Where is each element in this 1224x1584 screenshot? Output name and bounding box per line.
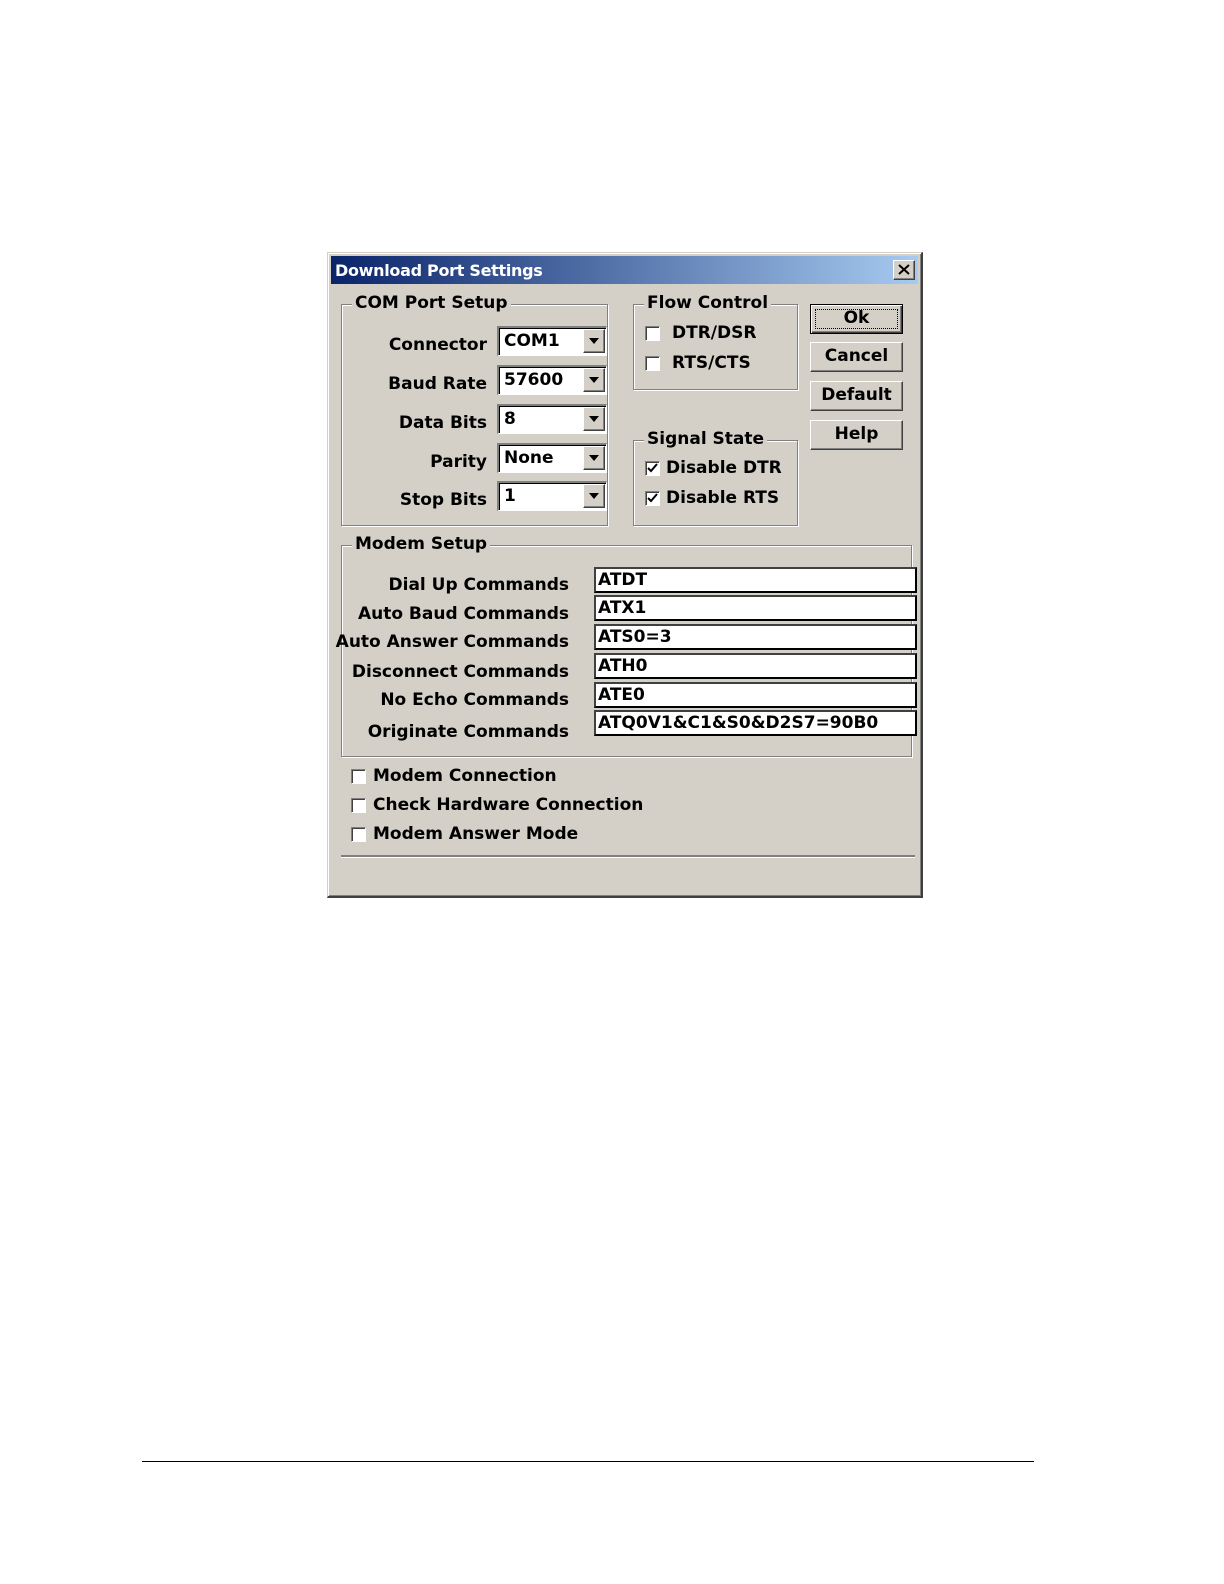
- stop-bits-select[interactable]: [497, 481, 607, 511]
- connector-select[interactable]: [497, 326, 607, 356]
- disconnect-commands-label: Disconnect Commands: [351, 662, 569, 682]
- chevron-down-icon: [589, 416, 599, 422]
- separator: [341, 855, 915, 858]
- no-echo-commands-input[interactable]: [594, 682, 917, 708]
- connector-value: COM1: [504, 331, 560, 351]
- auto-baud-commands-input[interactable]: [594, 595, 917, 621]
- ok-button[interactable]: [810, 304, 903, 334]
- disconnect-commands-value: ATH0: [598, 656, 648, 676]
- baud-rate-label: Baud Rate: [388, 374, 487, 394]
- download-port-settings-dialog: [327, 252, 923, 898]
- data-bits-dropdown-button[interactable]: [583, 407, 605, 431]
- chevron-down-icon: [589, 377, 599, 383]
- modem-answer-mode-checkbox[interactable]: [351, 827, 366, 842]
- disable-dtr-label[interactable]: Disable DTR: [666, 458, 782, 478]
- cancel-button-label: Cancel: [824, 346, 889, 366]
- modem-connection-checkbox[interactable]: [351, 769, 366, 784]
- rts-cts-label[interactable]: RTS/CTS: [672, 353, 751, 373]
- rts-cts-checkbox[interactable]: [645, 356, 660, 371]
- ok-button-label: Ok: [843, 308, 870, 328]
- checkmark-icon: [647, 463, 658, 474]
- auto-answer-commands-value: ATS0=3: [598, 627, 672, 647]
- modem-setup-group: [335, 534, 912, 757]
- baud-rate-dropdown-button[interactable]: [583, 368, 605, 392]
- default-button-label: Default: [821, 385, 892, 405]
- no-echo-commands-value: ATE0: [598, 685, 645, 705]
- cancel-button[interactable]: [810, 342, 903, 372]
- modem-setup-label: Modem Setup: [352, 534, 490, 554]
- dial-up-commands-value: ATDT: [598, 570, 648, 590]
- parity-select[interactable]: [497, 443, 607, 473]
- parity-label: Parity: [430, 452, 487, 472]
- disconnect-commands-input[interactable]: [594, 653, 917, 679]
- originate-commands-input[interactable]: [594, 710, 917, 736]
- signal-state-group: [633, 429, 798, 526]
- data-bits-label: Data Bits: [398, 413, 487, 433]
- dial-up-commands-input[interactable]: [594, 567, 917, 593]
- close-button[interactable]: [893, 260, 915, 280]
- help-button[interactable]: [810, 420, 903, 450]
- modem-connection-label[interactable]: Modem Connection: [373, 766, 557, 786]
- originate-commands-label: Originate Commands: [367, 722, 569, 742]
- dialog-title: Download Port Settings: [335, 261, 543, 280]
- auto-baud-commands-value: ATX1: [598, 598, 647, 618]
- auto-answer-commands-input[interactable]: [594, 624, 917, 650]
- parity-value: None: [504, 448, 554, 468]
- connector-label: Connector: [388, 335, 487, 355]
- check-hardware-connection-checkbox[interactable]: [351, 798, 366, 813]
- disable-dtr-checkbox[interactable]: [645, 461, 660, 476]
- dial-up-commands-label: Dial Up Commands: [388, 575, 569, 595]
- stop-bits-value: 1: [504, 486, 516, 506]
- chevron-down-icon: [589, 493, 599, 499]
- auto-answer-commands-label: Auto Answer Commands: [335, 632, 569, 652]
- checkmark-icon: [647, 493, 658, 504]
- data-bits-select[interactable]: [497, 404, 607, 434]
- originate-commands-value: ATQ0V1&C1&S0&D2S7=90B0: [598, 713, 879, 733]
- parity-dropdown-button[interactable]: [583, 446, 605, 470]
- chevron-down-icon: [589, 455, 599, 461]
- stop-bits-dropdown-button[interactable]: [583, 484, 605, 508]
- help-button-label: Help: [834, 424, 879, 444]
- connector-dropdown-button[interactable]: [583, 329, 605, 353]
- check-hardware-connection-label[interactable]: Check Hardware Connection: [373, 795, 644, 815]
- no-echo-commands-label: No Echo Commands: [380, 690, 569, 710]
- default-button[interactable]: [810, 381, 903, 411]
- flow-control-group: [633, 293, 798, 390]
- baud-rate-value: 57600: [504, 370, 564, 390]
- disable-rts-label[interactable]: Disable RTS: [666, 488, 780, 508]
- disable-rts-checkbox[interactable]: [645, 491, 660, 506]
- baud-rate-select[interactable]: [497, 365, 607, 395]
- stop-bits-label: Stop Bits: [399, 490, 487, 510]
- com-port-setup-group: [341, 293, 608, 526]
- auto-baud-commands-label: Auto Baud Commands: [357, 604, 569, 624]
- dtr-dsr-checkbox[interactable]: [645, 326, 660, 341]
- page-footer-rule: [142, 1461, 1034, 1462]
- com-port-setup-label: COM Port Setup: [352, 293, 511, 313]
- data-bits-value: 8: [504, 409, 516, 429]
- focus-rectangle: [815, 309, 898, 329]
- signal-state-label: Signal State: [644, 429, 767, 449]
- close-icon: [898, 264, 910, 275]
- dtr-dsr-label[interactable]: DTR/DSR: [672, 323, 757, 343]
- modem-answer-mode-label[interactable]: Modem Answer Mode: [373, 824, 579, 844]
- flow-control-label: Flow Control: [644, 293, 771, 313]
- title-bar[interactable]: [331, 256, 918, 284]
- chevron-down-icon: [589, 338, 599, 344]
